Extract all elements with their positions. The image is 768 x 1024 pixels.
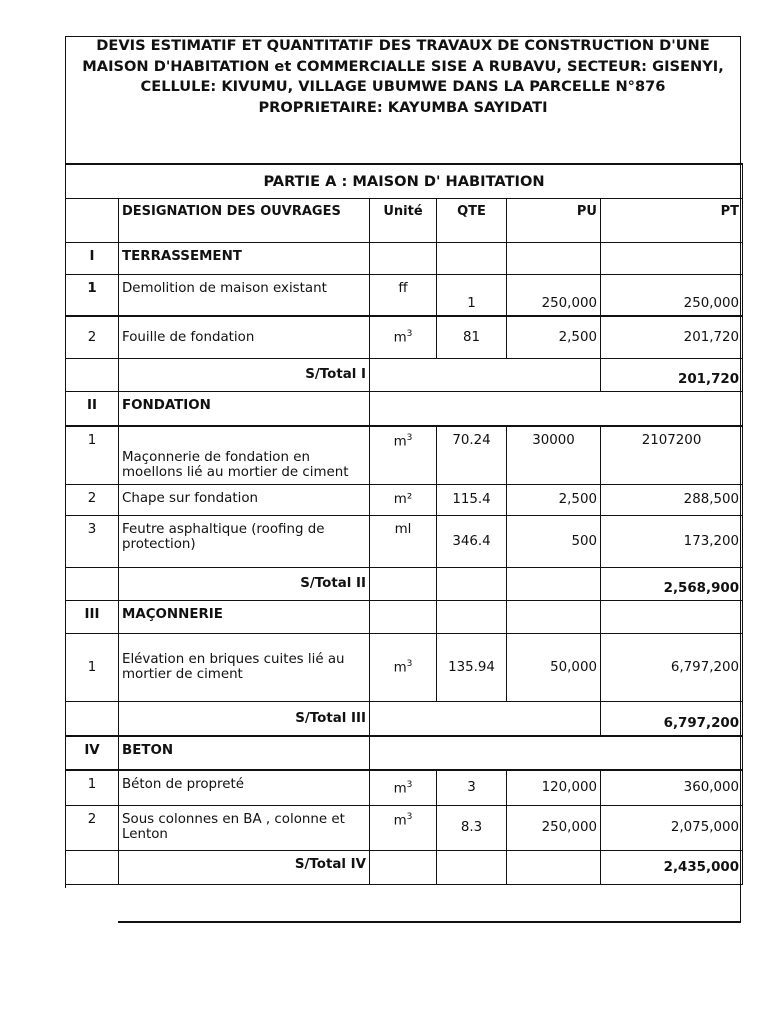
empty-cell: [370, 358, 601, 391]
table-row: [66, 515, 743, 567]
row-num: 3: [66, 515, 119, 567]
row-pu: 120,000: [507, 770, 601, 805]
row-num: 2: [66, 484, 119, 515]
row-num: 1: [66, 633, 119, 701]
row-designation: Maçonnerie de fondation en moellons lié au mortier de ciment: [119, 426, 370, 484]
row-qte: 115.4: [437, 484, 507, 515]
empty-cell: [370, 600, 437, 633]
section-row: [66, 391, 743, 426]
section-num: II: [66, 391, 119, 426]
row-unite: $m^3$: [370, 805, 437, 850]
subtotal-row: [66, 358, 743, 391]
section-title: TERRASSEMENT: [119, 242, 370, 274]
header-pt: PT: [601, 198, 743, 242]
row-qte: 70.24: [437, 426, 507, 484]
subtotal-row: [66, 567, 743, 600]
row-pu: 2,500: [507, 484, 601, 515]
empty-cell: [370, 567, 437, 600]
row-pu: 250,000: [507, 805, 601, 850]
row-unite: ff: [370, 274, 437, 316]
row-qte: 3: [437, 770, 507, 805]
empty-cell: [507, 567, 601, 600]
row-designation: Chape sur fondation: [119, 484, 370, 515]
row-designation: Béton de propreté: [119, 770, 370, 805]
section-num: I: [66, 242, 119, 274]
empty-cell: [437, 600, 507, 633]
row-qte: 81: [437, 316, 507, 358]
subtotal-label: S/Total IV: [119, 850, 370, 884]
title-line-2: MAISON D'HABITATION et COMMERCIALLE SISE A RUBAVU, SECTEUR: GISENYI,: [82, 57, 724, 75]
empty-cell: [370, 850, 437, 884]
row-designation: Feutre asphaltique (roofing de protection): [119, 515, 370, 567]
subtotal-value: 2,435,000: [601, 850, 743, 884]
subtotal-label: S/Total I: [119, 358, 370, 391]
header-designation: DESIGNATION DES OUVRAGES: [119, 198, 370, 242]
title-line-4: PROPRIETAIRE: KAYUMBA SAYIDATI: [258, 98, 548, 116]
empty-cell: [507, 850, 601, 884]
row-pt: 2107200: [601, 426, 743, 484]
empty-cell: [370, 736, 743, 770]
section-title: FONDATION: [119, 391, 370, 426]
title-line-1: DEVIS ESTIMATIF ET QUANTITATIF DES TRAVAUX DE CONSTRUCTION D'UNE: [96, 37, 710, 54]
subtotal-row: [66, 850, 743, 884]
row-qte: 346.4: [437, 515, 507, 567]
row-designation: Sous colonnes en BA , colonne et Lenton: [119, 805, 370, 850]
empty-cell: [66, 358, 119, 391]
row-pt: 2,075,000: [601, 805, 743, 850]
row-num: 2: [66, 316, 119, 358]
table-row: [66, 633, 743, 701]
devis-table: [65, 163, 743, 885]
row-designation: Elévation en briques cuites lié au mortier de ciment: [119, 633, 370, 701]
subtotal-label: S/Total III: [119, 701, 370, 736]
row-pt: 173,200: [601, 515, 743, 567]
partie-row: [66, 164, 743, 198]
row-num: 1: [66, 770, 119, 805]
table-row: [66, 274, 743, 316]
empty-cell: [437, 242, 507, 274]
row-qte: 1: [437, 274, 507, 316]
row-pu: 250,000: [507, 274, 601, 316]
header-unite: Unité: [370, 198, 437, 242]
empty-cell: [66, 701, 119, 736]
row-pu: 2,500: [507, 316, 601, 358]
table-row: [66, 316, 743, 358]
row-unite: $m^3$: [370, 633, 437, 701]
empty-cell: [507, 600, 601, 633]
empty-cell: [507, 242, 601, 274]
subtotal-row: [66, 701, 743, 736]
row-qte: 8.3: [437, 805, 507, 850]
section-row: [66, 600, 743, 633]
empty-cell: [370, 391, 743, 426]
partie-heading: PARTIE A : MAISON D' HABITATION: [66, 164, 743, 198]
row-designation: Demolition de maison existant: [119, 274, 370, 316]
table-row: [66, 484, 743, 515]
row-unite: ml: [370, 515, 437, 567]
row-pt: 288,500: [601, 484, 743, 515]
header-pu: PU: [507, 198, 601, 242]
header-num: [66, 198, 119, 242]
row-pu: 50,000: [507, 633, 601, 701]
row-pu: 500: [507, 515, 601, 567]
subtotal-value: 2,568,900: [601, 567, 743, 600]
table-row: [66, 770, 743, 805]
section-title: MAÇONNERIE: [119, 600, 370, 633]
section-num: IV: [66, 736, 119, 770]
section-row: [66, 736, 743, 770]
row-pt: 201,720: [601, 316, 743, 358]
empty-cell: [601, 600, 743, 633]
row-pt: 360,000: [601, 770, 743, 805]
row-unite: $m^3$: [370, 316, 437, 358]
table-row: [66, 805, 743, 850]
empty-cell: [437, 850, 507, 884]
empty-cell: [370, 242, 437, 274]
row-unite: m²: [370, 484, 437, 515]
empty-cell: [601, 242, 743, 274]
empty-cell: [437, 567, 507, 600]
empty-cell: [370, 701, 601, 736]
section-title: BETON: [119, 736, 370, 770]
empty-cell: [66, 850, 119, 884]
row-designation: Fouille de fondation: [119, 316, 370, 358]
section-num: III: [66, 600, 119, 633]
row-num: 1: [66, 426, 119, 484]
header-qte: QTE: [437, 198, 507, 242]
document-title: [66, 36, 740, 118]
frame-bottom-rule: [118, 921, 741, 923]
row-unite: $m^3$: [370, 426, 437, 484]
row-pt: 250,000: [601, 274, 743, 316]
subtotal-value: 6,797,200: [601, 701, 743, 736]
table-row: [66, 426, 743, 484]
row-unite: $m^3$: [370, 770, 437, 805]
row-num: 2: [66, 805, 119, 850]
table-header-row: [66, 198, 743, 242]
row-pu: 30000: [507, 426, 601, 484]
empty-cell: [66, 567, 119, 600]
row-pt: 6,797,200: [601, 633, 743, 701]
title-line-3: CELLULE: KIVUMU, VILLAGE UBUMWE DANS LA PARCELLE N°876: [140, 78, 666, 95]
subtotal-label: S/Total II: [119, 567, 370, 600]
subtotal-value: 201,720: [601, 358, 743, 391]
row-qte: 135.94: [437, 633, 507, 701]
section-row: [66, 242, 743, 274]
row-num: 1: [66, 274, 119, 316]
